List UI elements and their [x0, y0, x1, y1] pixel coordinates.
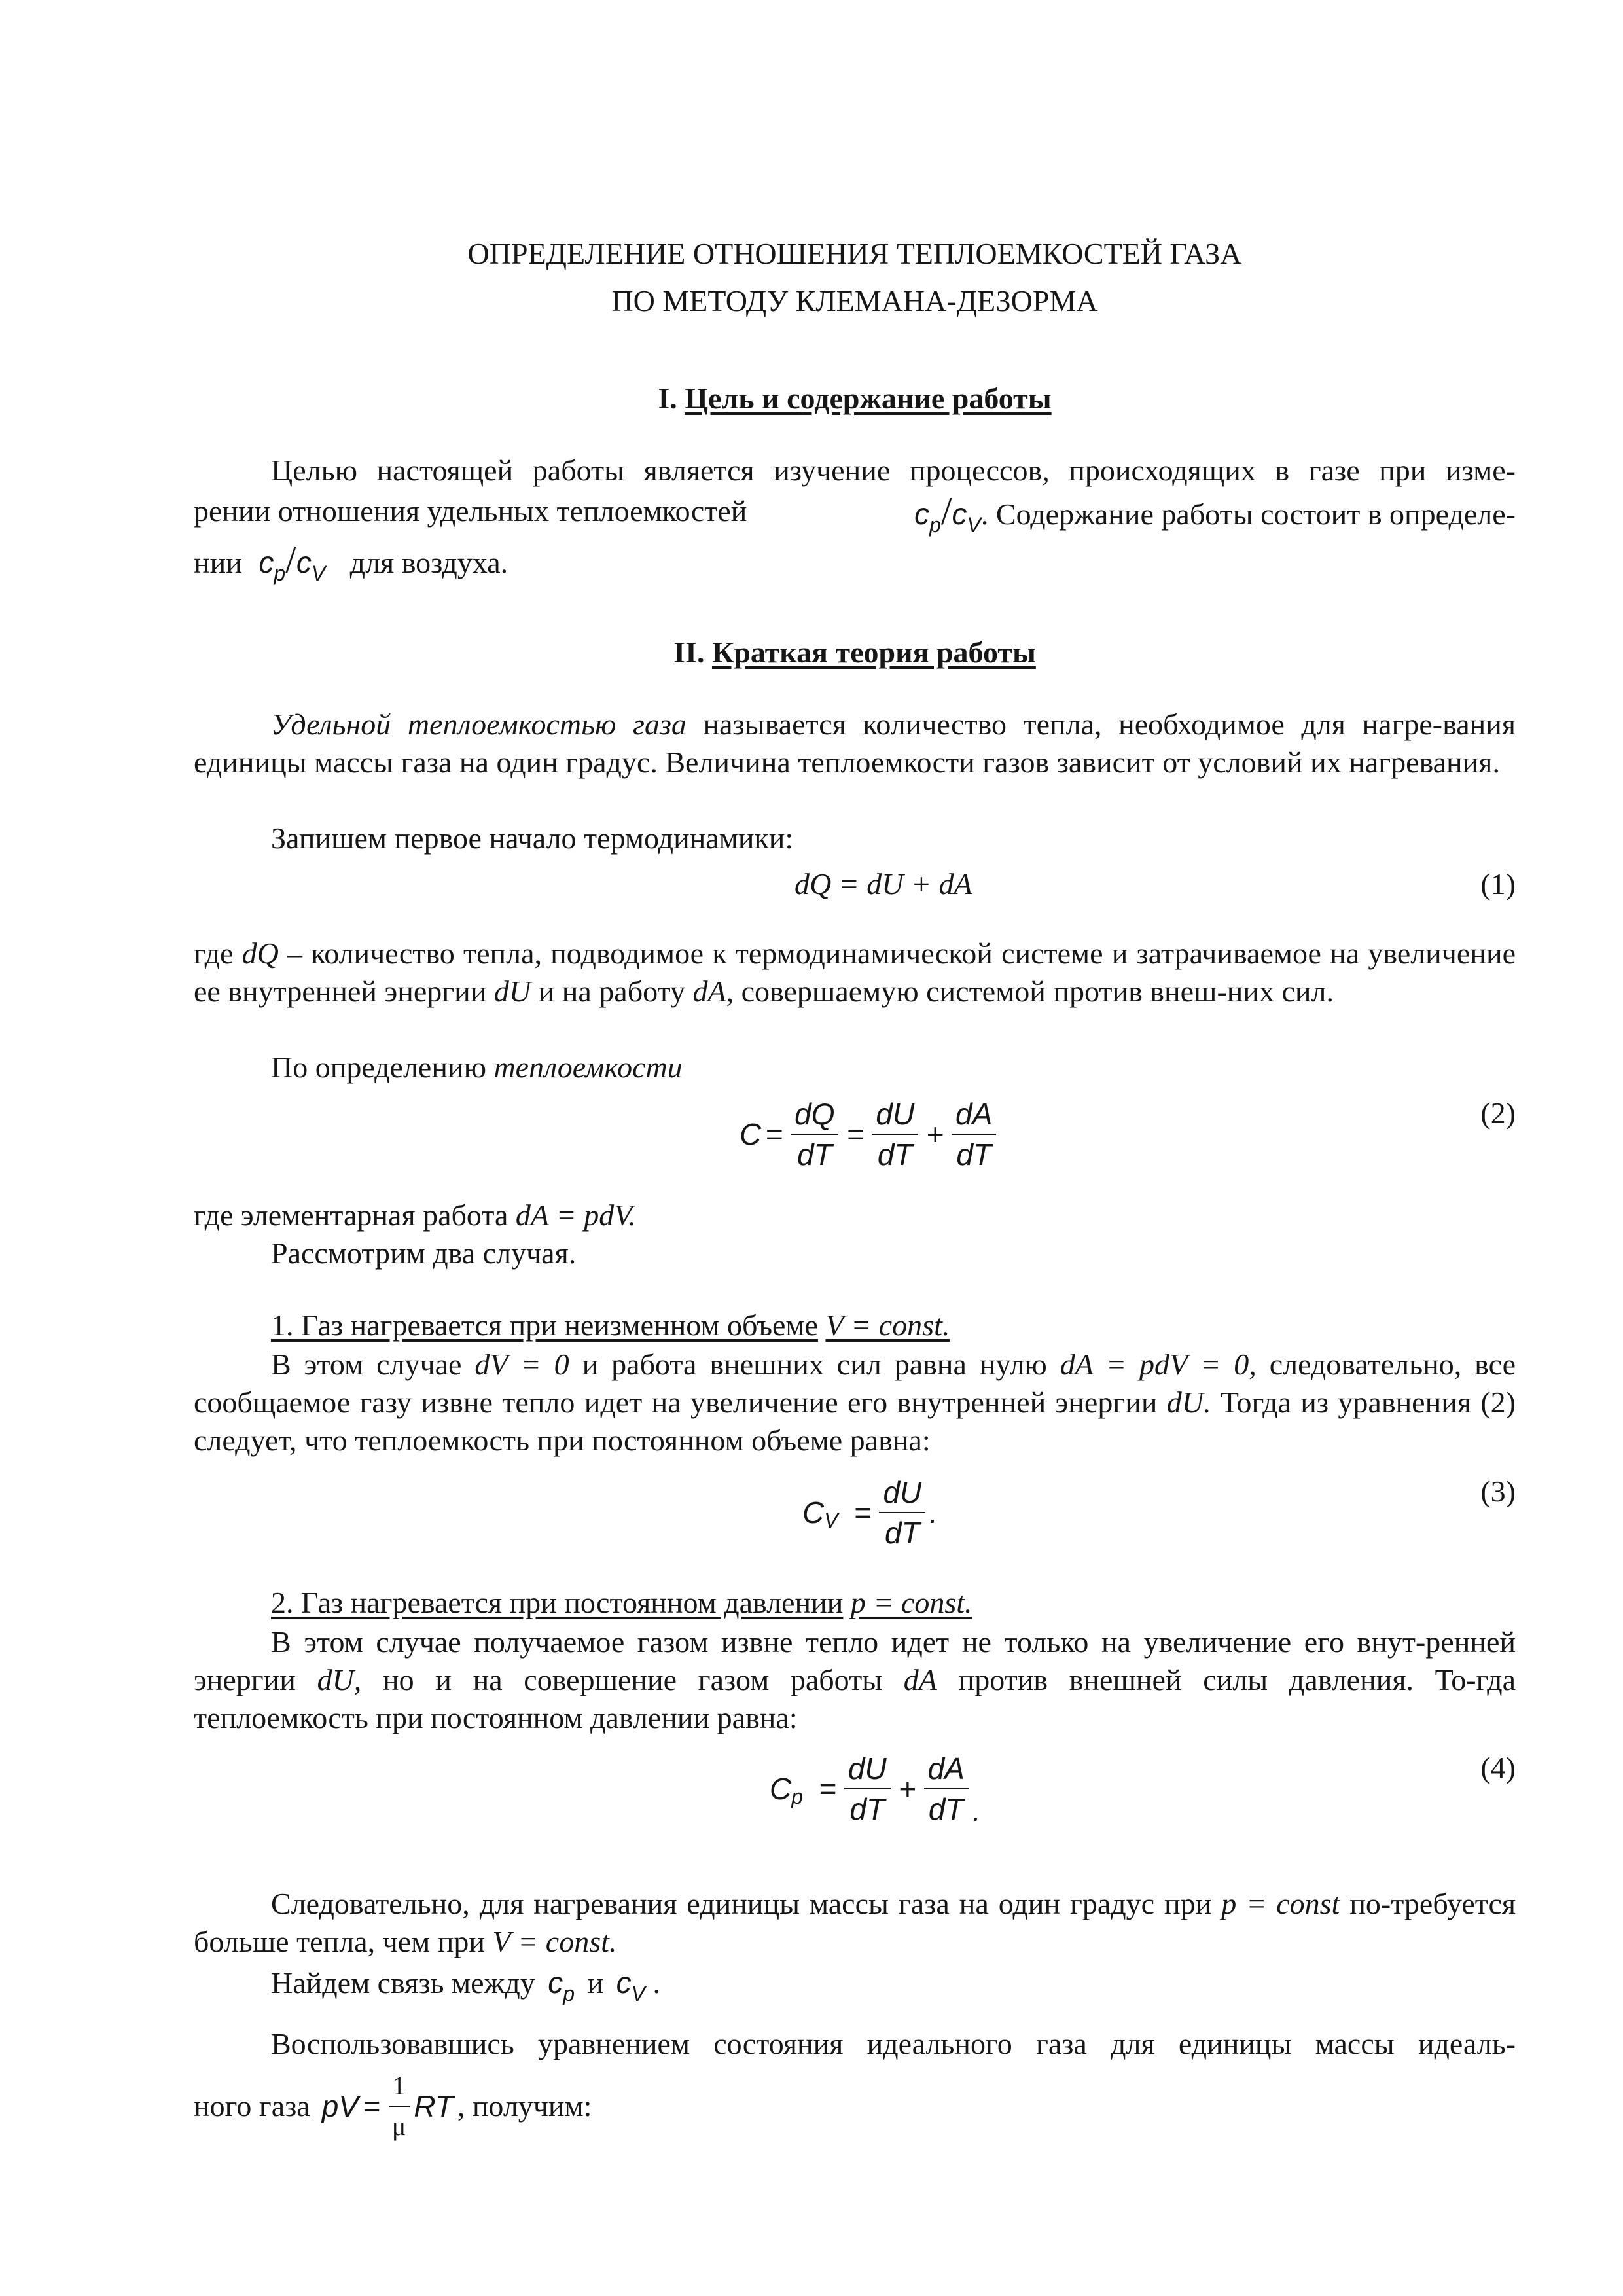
theory-paragraph-5: где элементарная работа dA = pdV.	[194, 1198, 636, 1232]
equation-3-number: (3)	[1480, 1475, 1516, 1508]
s1-line-2	[194, 492, 1516, 536]
conclusion-paragraph: Следовательно, для нагревания единицы массы газа на один градус при p = const по-требуется больше тепла, чем при V = const.	[194, 1887, 1516, 1958]
section-2-title: Краткая теория работы	[711, 636, 1036, 669]
ideal-gas-equation: pV = $\frac{1}{\mu}$ RT	[322, 2066, 454, 2146]
case-1-paragraph: В этом случае dV = 0 и работа внешних сил равна нулю dA = pdV = 0, следовательно, все сообщаемое газу извне тепло идет на увеличение его внутренней энергии dU. Тогда из уравнения (2) следует, что теплоемкость при постоянном объеме равна:	[194, 1348, 1516, 1457]
theory-paragraph-6: Рассмотрим два случая.	[271, 1236, 577, 1270]
case-2-paragraph: В этом случае получаемое газом извне тепло идет не только на увеличение его внут-ренней энергии dU, но и на совершение газом работы dA против внешней силы давления. То-гда теплоемкость при постоянном давлении равна:	[194, 1625, 1516, 1734]
theory-paragraph-2: Запишем первое начало термодинамики:	[271, 821, 794, 855]
s1-line-2-text: рении отношения удельных теплоемкостей	[194, 494, 747, 528]
equation-4: C p = $\frac{dU}{dT}$ + $\frac{dA}{dT}$ . (4)	[194, 1749, 1516, 1840]
document-title	[194, 230, 1516, 325]
s1-line-3: нии $c_p/c_V$ для воздуха.	[194, 538, 508, 585]
title-line-1: ОПРЕДЕЛЕНИЕ ОТНОШЕНИЯ ТЕПЛОЕМКОСТЕЙ ГАЗА	[467, 237, 1242, 270]
ideal-gas-line-1: Воспользовавшись уравнением состояния идеального газа для единицы массы идеаль-	[271, 2027, 1516, 2060]
section-2-heading	[194, 634, 1516, 672]
case-2-heading: 2. Газ нагревается при постоянном давлении p = const.	[271, 1586, 972, 1619]
equation-2: C = $\frac{dQ}{dT}$ = $\frac{dU}{dT}$ + $\frac{dA}{dT}$ (2)	[194, 1094, 1516, 1186]
section-2-number: II.	[673, 636, 705, 669]
theory-paragraph-1: Удельной теплоемкостью газа называется количество тепла, необходимое для нагре-вания единицы массы газа на один градус. Величина теплоемкости газов зависит от условий их нагревания.	[194, 708, 1516, 779]
term-specific-heat: Удельной теплоемкостью газа	[271, 708, 687, 741]
title-line-2: ПО МЕТОДУ КЛЕМАНА-ДЕЗОРМА	[611, 284, 1098, 317]
equation-1-number: (1)	[1480, 867, 1516, 901]
eq1-expression: dQ = dU + dA	[794, 867, 972, 901]
relation-line: Найдем связь между $c_p$ и $c_V$ .	[271, 1965, 661, 2005]
equation-3: C V = $\frac{dU}{dT}$ . (3)	[194, 1473, 1516, 1564]
equation-2-number: (2)	[1480, 1096, 1516, 1130]
equation-4-number: (4)	[1480, 1751, 1516, 1784]
document-page	[194, 0, 1516, 2296]
section-1-heading	[194, 380, 1516, 418]
term-heat-capacity: теплоемкости	[493, 1050, 683, 1084]
s1-line-1: Целью настоящей работы является изучение процессов, происходящих в газе при изме-	[271, 454, 1516, 487]
ideal-gas-line-2: ного газа pV = $\frac{1}{\mu}$ RT , получим:	[194, 2060, 1516, 2152]
cp-cv-ratio: $c_p/c_V$	[259, 538, 326, 585]
section-1-number: I.	[658, 382, 677, 415]
theory-paragraph-4: По определению теплоемкости	[271, 1050, 683, 1084]
section-1-title: Цель и содержание работы	[685, 382, 1052, 415]
case-1-heading: 1. Газ нагревается при неизменном объеме V = const.	[271, 1308, 950, 1342]
cp-cv-ratio-inline: $c_p/c_V$. Содержание работы состоит в определе-	[914, 490, 1516, 537]
s1-line-2-text-b: . Содержание работы состоит в определе-	[980, 497, 1516, 531]
theory-paragraph-3: где dQ – количество тепла, подводимое к термодинамической системе и затрачиваемое на увеличение ее внутренней энергии dU и на работу dA, совершаемую системой против внеш-них сил.	[194, 937, 1516, 1008]
